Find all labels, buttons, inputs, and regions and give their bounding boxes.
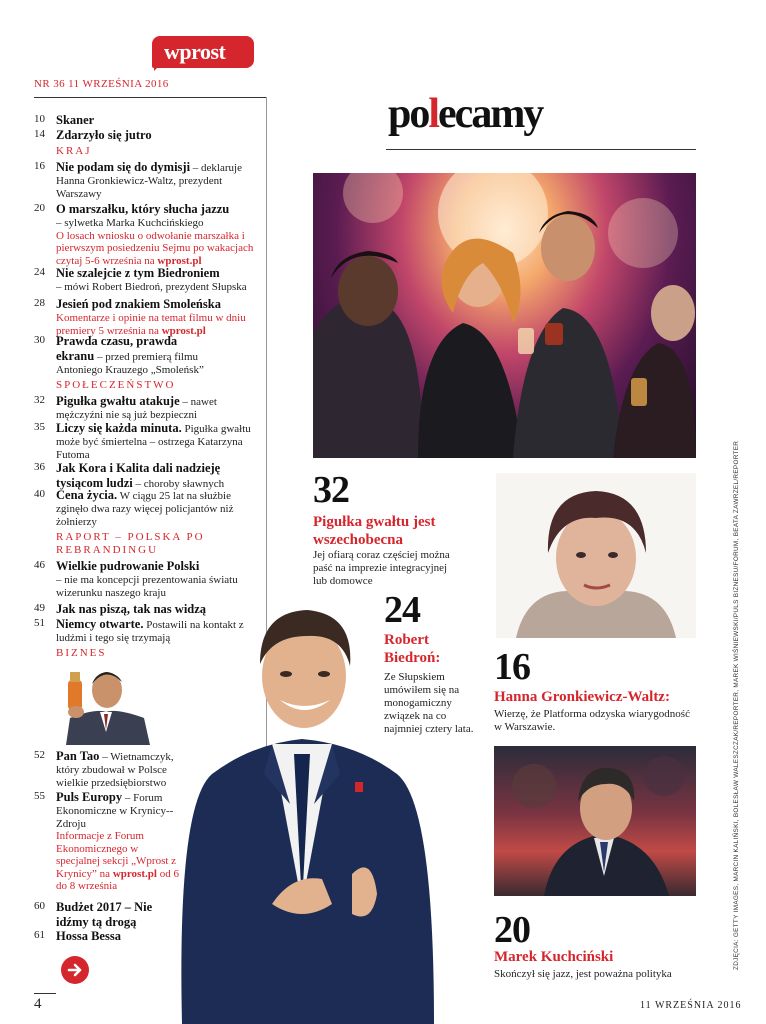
toc-link-text[interactable]: [56, 830, 179, 892]
toc-desc: Postawili na kontakt z ludźmi i tego się trzymają: [56, 619, 244, 644]
wprost-logo[interactable]: [152, 36, 254, 68]
feature-desc: Skończył się jazz, jest poważna polityka: [494, 968, 672, 980]
toc-title: Zdarzyło się jutro: [56, 128, 152, 142]
toc-page-number: 28: [34, 297, 45, 309]
toc-page-number: 10: [34, 113, 45, 125]
feature-title[interactable]: Pigułka gwałtu jest wszechobecna: [313, 514, 436, 548]
toc-desc: – deklaruje Hanna Gronkiewicz-Waltz, prezydent Warszawy: [56, 162, 242, 200]
toc-entry[interactable]: [34, 749, 186, 789]
toc-title: Jak nas piszą, tak nas widzą: [56, 602, 207, 616]
toc-title: Nie podam się do dymisji: [56, 160, 191, 174]
toc-entry[interactable]: [34, 461, 261, 491]
feature-title[interactable]: Marek Kuchciński: [494, 949, 614, 965]
toc-title: Jesień pod znakiem Smoleńska: [56, 297, 221, 311]
link-text: O losach wniosku o odwołanie marszałka i pierwszym posiedzeniu Sejmu po wakacjach czytaj 5-6 września na: [56, 229, 254, 267]
pan-tao-photo: [56, 660, 158, 745]
issue-number: NR 36 11 WRZEŚNIA 2016: [34, 78, 169, 90]
toc-entry[interactable]: [34, 297, 261, 337]
toc-title: Hossa Bessa: [56, 929, 121, 943]
toc-entry[interactable]: [34, 113, 261, 128]
toc-title: Wielkie pudrowanie Polski: [56, 559, 200, 573]
toc-page-number: 55: [34, 790, 45, 802]
toc-entry[interactable]: [34, 128, 261, 143]
marek-kuchcinski-photo: [494, 746, 696, 896]
toc-title: Niemcy otwarte.: [56, 617, 144, 631]
toc-desc: – sylwetka Marka Kuchcińskiego: [56, 217, 204, 229]
photo-credits: [733, 440, 743, 970]
feature-title[interactable]: Hanna Gronkiewicz-Waltz:: [494, 689, 670, 705]
feature-desc: Ze Słupskiem umówiłem się na monogamiczny związek na co najmniej cztery lata.: [384, 671, 474, 735]
toc-title: O marszałku, który słucha jazzu: [56, 202, 230, 216]
toc-page-number: 20: [34, 202, 45, 214]
next-arrow-button[interactable]: [61, 956, 89, 984]
toc-title: Pigułka gwałtu atakuje: [56, 394, 180, 408]
toc-desc: – nie ma koncepcji prezentowania światu wizerunku naszego kraju: [56, 574, 238, 599]
toc-page-number: 35: [34, 421, 45, 433]
page-number: 4: [34, 996, 42, 1012]
party-photo: [313, 173, 696, 458]
toc-desc: – Wietnamczyk, który zbudował w Polsce wielkie przedsiębiorstwo: [56, 751, 174, 789]
toc-desc: – mówi Robert Biedroń, prezydent Słupska: [56, 281, 247, 293]
wprost-link[interactable]: wprost.pl: [112, 867, 157, 880]
toc-entry[interactable]: [34, 488, 261, 528]
toc-title: Nie szalejcie z tym Biedroniem: [56, 266, 220, 280]
toc-page-number: 30: [34, 334, 45, 346]
toc-page-number: 61: [34, 929, 45, 941]
toc-title: Liczy się każda minuta.: [56, 421, 182, 435]
divider: [34, 97, 266, 98]
footer-date: 11 WRZEŚNIA 2016: [640, 1000, 742, 1011]
toc-title: Budżet 2017 – Nie idźmy tą drogą: [56, 900, 153, 929]
toc-title: Puls Europy: [56, 790, 123, 804]
wprost-link[interactable]: wprost.pl: [161, 324, 206, 337]
toc-desc: – choroby sławnych: [132, 478, 225, 490]
link-text: Informacje z Forum Ekonomicznego w specjalnej sekcji „Wprost z Krynicy” na: [56, 830, 177, 880]
section-heading: [388, 90, 542, 138]
toc-entry[interactable]: [34, 790, 181, 893]
feature-title[interactable]: Robert Biedroń:: [384, 632, 441, 666]
toc-link-text[interactable]: [56, 230, 253, 267]
toc-title: Pan Tao: [56, 749, 100, 763]
logo-text: wprost: [164, 39, 226, 64]
toc-entry[interactable]: [34, 900, 181, 930]
toc-desc: – nawet mężczyźni nie są już bezpieczni: [56, 396, 217, 421]
robert-biedron-photo: [172, 604, 442, 1024]
link-text: Komentarze i opinie na temat filmu w dniu premiery 5 września na: [56, 312, 246, 337]
toc-page-number: 49: [34, 602, 45, 614]
toc-page-number: 32: [34, 394, 45, 406]
toc-page-number: 51: [34, 617, 45, 629]
toc-desc: W ciągu 25 lat na służbie zginęło dwa razy więcej policjantów niż żołnierzy: [56, 490, 234, 528]
toc-page-number: 40: [34, 488, 45, 500]
hanna-gronkiewicz-waltz-photo: [496, 473, 696, 638]
toc-page-number: 52: [34, 749, 45, 761]
toc-entry[interactable]: [34, 202, 261, 267]
section-label: BIZNES: [56, 647, 107, 659]
toc-entry[interactable]: [34, 334, 216, 377]
feature-desc: Wierzę, że Platforma odzyska wiarygodność w Warszawie.: [494, 708, 690, 733]
toc-page-number: 36: [34, 461, 45, 473]
toc-title: Cena życia.: [56, 488, 118, 502]
feature-desc: Jej ofiarą coraz częściej można paść na imprezie integracyjnej lub domowce: [313, 549, 450, 587]
divider: [386, 149, 696, 150]
toc-page-number: 24: [34, 266, 45, 278]
toc-desc: – przed premierą filmu Antoniego Krauzego „Smoleńsk”: [56, 351, 204, 376]
divider: [34, 993, 56, 994]
toc-title: Skaner: [56, 113, 95, 127]
arrow-right-icon: [61, 956, 89, 984]
feature-page-number: 16: [494, 646, 530, 688]
toc-entry[interactable]: [34, 421, 261, 461]
toc-entry[interactable]: [34, 266, 261, 294]
toc-page-number: 14: [34, 128, 45, 140]
feature-page-number: 24: [384, 589, 420, 631]
toc-page-number: 60: [34, 900, 45, 912]
toc-title: Jak Kora i Kalita dali nadzieję tysiącom ludzi: [56, 461, 221, 490]
heading-part: ecamy: [438, 91, 543, 137]
wprost-link[interactable]: wprost.pl: [157, 254, 202, 267]
toc-desc: Pigułka gwałtu może być śmiertelna – ostrzega Katarzyna Futoma: [56, 423, 251, 461]
toc-page-number: 16: [34, 160, 45, 172]
toc-entry[interactable]: [34, 160, 261, 200]
section-label: SPOŁECZEŃSTWO: [56, 379, 176, 391]
toc-entry[interactable]: [34, 559, 261, 599]
heading-accent: l: [428, 91, 439, 137]
section-label: KRAJ: [56, 145, 92, 157]
credits-text: ZDJĘCIA: GETTY IMAGES, MARCIN KALIŃSKI, BOLESŁAW WALESZCZAK/REPORTER, MAREK WIŚNIEWSKI/PULS BIZNESU/FORUM, BEATA ZAWRZEL/REPORTER: [733, 440, 740, 970]
toc-page-number: 46: [34, 559, 45, 571]
heading-part: po: [388, 91, 429, 137]
toc-link-text[interactable]: [56, 312, 246, 337]
toc-title: Prawda czasu, prawda ekranu: [56, 334, 178, 363]
toc-desc: – Forum Ekonomiczne w Krynicy--Zdroju: [56, 792, 174, 830]
toc-entry[interactable]: [34, 394, 261, 422]
logo-speech-tail: [154, 62, 163, 71]
link-text: od 6 do 8 września: [56, 867, 179, 892]
feature-page-number: 20: [494, 909, 530, 951]
feature-page-number: 32: [313, 469, 349, 511]
section-label: RAPORT – POLSKA PO REBRANDINGU: [56, 531, 205, 556]
